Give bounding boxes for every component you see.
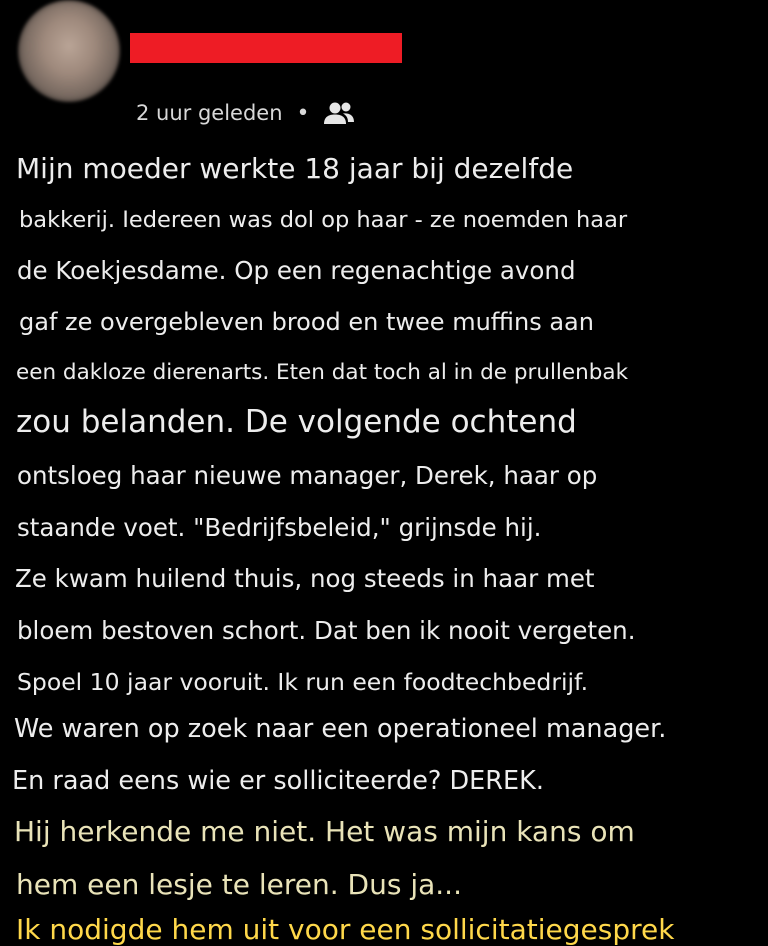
post-text-line: staande voet. "Bedrijfsbeleid," grijnsde hij. [17, 513, 542, 542]
separator-dot: • [296, 100, 310, 126]
post-text-line: een dakloze dierenarts. Eten dat toch al in de prullenbak [16, 360, 629, 385]
post-meta [136, 97, 356, 129]
post-text-line: bakkerij. Iedereen was dol op haar - ze noemden haar [19, 207, 628, 233]
post-text-line: Spoel 10 jaar vooruit. Ik run een foodtechbedrijf. [17, 668, 589, 696]
post-text-line: En raad eens wie er solliciteerde? DEREK. [12, 766, 544, 796]
post-text-line: Hij herkende me niet. Het was mijn kans om [14, 815, 635, 848]
post-text-line: bloem bestoven schort. Dat ben ik nooit vergeten. [17, 616, 636, 645]
timestamp: 2 uur geleden [136, 101, 283, 125]
post-text-line: Mijn moeder werkte 18 jaar bij dezelfde [16, 152, 574, 185]
post-text-line: We waren op zoek naar een operationeel manager. [14, 714, 667, 744]
post-text-line: hem een lesje te leren. Dus ja... [16, 868, 462, 901]
redacted-username [130, 33, 402, 63]
post-text-line: de Koekjesdame. Op een regenachtige avond [17, 256, 576, 285]
avatar[interactable] [18, 0, 120, 102]
people-icon [322, 100, 356, 126]
post-text-line: Ze kwam huilend thuis, nog steeds in haar met [15, 564, 595, 593]
post-text-line: gaf ze overgebleven brood en twee muffins aan [19, 308, 594, 336]
post-text-line-cut [16, 905, 675, 946]
post-text-line: zou belanden. De volgende ochtend [16, 404, 577, 440]
post-text-line: Ik nodigde hem uit voor een sollicitatiegesprek [16, 913, 675, 946]
post-text-line: ontsloeg haar nieuwe manager, Derek, haar op [17, 461, 598, 490]
